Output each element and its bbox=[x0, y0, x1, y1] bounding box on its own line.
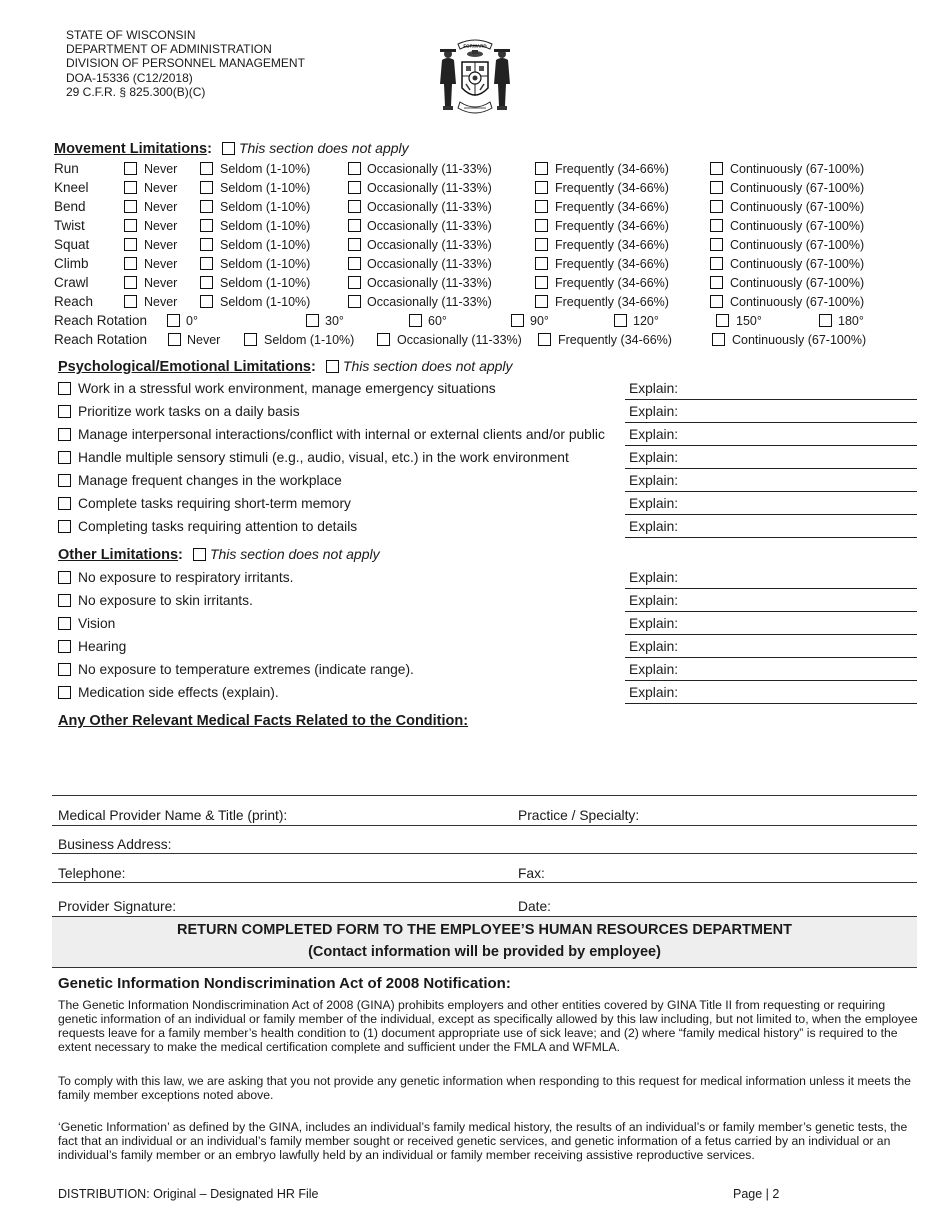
checkbox[interactable] bbox=[200, 257, 213, 270]
checkbox[interactable] bbox=[348, 257, 361, 270]
option-label: Seldom (1-10%) bbox=[220, 295, 311, 309]
explain-field[interactable] bbox=[625, 637, 917, 658]
limitation-checkbox[interactable] bbox=[58, 594, 71, 607]
limitation-label: Medication side effects (explain). bbox=[78, 685, 279, 700]
form-header bbox=[66, 28, 305, 99]
explain-field[interactable] bbox=[625, 402, 917, 423]
limitation-label: Vision bbox=[78, 616, 116, 631]
provider-name-label: Medical Provider Name & Title (print): bbox=[58, 808, 288, 823]
limitation-item bbox=[58, 615, 115, 631]
checkbox[interactable] bbox=[124, 181, 137, 194]
checkbox[interactable] bbox=[124, 162, 137, 175]
row-label: Run bbox=[54, 161, 79, 176]
option-label: Seldom (1-10%) bbox=[220, 219, 311, 233]
checkbox[interactable] bbox=[710, 219, 723, 232]
option-label: Seldom (1-10%) bbox=[220, 200, 311, 214]
checkbox[interactable] bbox=[200, 295, 213, 308]
limitation-item bbox=[58, 380, 496, 396]
movement-section-title: Movement Limitations: This section does not apply bbox=[54, 140, 409, 157]
option-label: Continuously (67-100%) bbox=[730, 238, 865, 252]
other-title-text: Other Limitations bbox=[58, 547, 179, 563]
checkbox[interactable] bbox=[124, 238, 137, 251]
limitation-label: Work in a stressful work environment, manage emergency situations bbox=[78, 381, 496, 396]
option-label: Never bbox=[144, 200, 178, 214]
explain-label: Explain: bbox=[629, 593, 679, 608]
checkbox[interactable] bbox=[535, 200, 548, 213]
limitation-label: Manage interpersonal interactions/conflict with internal or external clients and/or public bbox=[78, 427, 605, 442]
explain-label: Explain: bbox=[629, 427, 679, 442]
option-label: Occasionally (11-33%) bbox=[367, 238, 492, 252]
limitation-item bbox=[58, 495, 351, 511]
limitation-item bbox=[58, 661, 414, 677]
limitation-label: Prioritize work tasks on a daily basis bbox=[78, 404, 300, 419]
option-label: Frequently (34-66%) bbox=[555, 219, 669, 233]
checkbox[interactable] bbox=[348, 295, 361, 308]
limitation-item bbox=[58, 592, 253, 608]
checkbox[interactable] bbox=[200, 181, 213, 194]
explain-field[interactable] bbox=[625, 425, 917, 446]
header-line: DOA-15336 (C12/2018) bbox=[66, 70, 193, 85]
option-label: Frequently (34-66%) bbox=[555, 200, 669, 214]
option-label: Frequently (34-66%) bbox=[555, 276, 669, 290]
option-label: Occasionally (11-33%) bbox=[367, 219, 492, 233]
row-label: Reach bbox=[54, 294, 94, 309]
explain-label: Explain: bbox=[629, 570, 679, 585]
explain-field[interactable] bbox=[625, 494, 917, 515]
option-label: Never bbox=[144, 238, 178, 252]
checkbox[interactable] bbox=[710, 295, 723, 308]
divider bbox=[52, 853, 917, 854]
option-label: Frequently (34-66%) bbox=[555, 238, 669, 252]
date-label: Date: bbox=[518, 899, 551, 914]
practice-label: Practice / Specialty: bbox=[518, 808, 640, 823]
limitation-label: Hearing bbox=[78, 639, 127, 654]
option-label: Frequently (34-66%) bbox=[555, 162, 669, 176]
checkbox[interactable] bbox=[710, 257, 723, 270]
option-label: Continuously (67-100%) bbox=[730, 219, 865, 233]
limitation-checkbox[interactable] bbox=[58, 571, 71, 584]
reach-rotation-degrees-row: Reach Rotation 0° 30° 60° 90° 120° 150° 180° bbox=[54, 313, 864, 328]
other-not-apply-checkbox[interactable] bbox=[193, 548, 206, 561]
option-label: Occasionally (11-33%) bbox=[367, 295, 492, 309]
telephone-label: Telephone: bbox=[58, 866, 126, 881]
explain-label: Explain: bbox=[629, 519, 679, 534]
reach-rotation-frequency-row: Reach Rotation Never Seldom (1-10%) Occasionally (11-33%) Frequently (34-66%) Continuously (67-100%) bbox=[54, 332, 867, 347]
limitation-label: Manage frequent changes in the workplace bbox=[78, 473, 342, 488]
option-label: Frequently (34-66%) bbox=[555, 295, 669, 309]
checkbox[interactable] bbox=[535, 276, 548, 289]
limitation-checkbox[interactable] bbox=[58, 451, 71, 464]
explain-label: Explain: bbox=[629, 662, 679, 677]
limitation-item bbox=[58, 518, 357, 534]
psych-section-title: Psychological/Emotional Limitations: This section does not apply bbox=[58, 358, 513, 375]
header-line: 29 C.F.R. § 825.300(B)(C) bbox=[66, 84, 206, 99]
limitation-item bbox=[58, 403, 300, 419]
explain-field[interactable] bbox=[625, 683, 917, 704]
limitation-label: No exposure to respiratory irritants. bbox=[78, 570, 294, 585]
movement-row-bend bbox=[0, 198, 950, 217]
explain-field[interactable] bbox=[625, 517, 917, 538]
limitation-checkbox[interactable] bbox=[58, 686, 71, 699]
explain-field[interactable] bbox=[625, 660, 917, 681]
movement-row-kneel bbox=[0, 179, 950, 198]
limitation-item bbox=[58, 472, 342, 488]
explain-label: Explain: bbox=[629, 639, 679, 654]
psych-not-apply-label: This section does not apply bbox=[342, 358, 513, 374]
explain-field[interactable] bbox=[625, 471, 917, 492]
checkbox[interactable] bbox=[200, 162, 213, 175]
checkbox[interactable] bbox=[348, 162, 361, 175]
limitation-label: Completing tasks requiring attention to details bbox=[78, 519, 358, 534]
movement-not-apply-label: This section does not apply bbox=[238, 140, 409, 156]
explain-label: Explain: bbox=[629, 450, 679, 465]
option-label: Seldom (1-10%) bbox=[220, 276, 311, 290]
movement-row-run bbox=[0, 160, 950, 179]
row-label: Climb bbox=[54, 256, 89, 271]
option-label: Never bbox=[144, 276, 178, 290]
movement-title-text: Movement Limitations bbox=[54, 141, 208, 157]
row-label: Crawl bbox=[54, 275, 89, 290]
checkbox[interactable] bbox=[200, 276, 213, 289]
checkbox[interactable] bbox=[348, 200, 361, 213]
option-label: Seldom (1-10%) bbox=[220, 257, 311, 271]
checkbox[interactable] bbox=[124, 200, 137, 213]
limitation-checkbox[interactable] bbox=[58, 497, 71, 510]
checkbox[interactable] bbox=[535, 219, 548, 232]
option-label: Occasionally (11-33%) bbox=[367, 200, 492, 214]
state-seal-logo bbox=[432, 36, 518, 120]
option-label: Occasionally (11-33%) bbox=[367, 276, 492, 290]
gina-paragraph: The Genetic Information Nondiscrimination Act of 2008 (GINA) prohibits employers and other entities covered by GINA Title II from requesting or requiring genetic information of an individual or family member of the individual, except as specifically allowed by this law including, but not limited to, when the employee requests leave for a family member’s health condition to (1) document appropriate use of sick leave; and (2) where “family medical history” is required to the extent necessary to make the medical certification complete and sufficient under the FMLA and WFMLA. bbox=[58, 998, 918, 1054]
medical-facts-title: Any Other Relevant Medical Facts Related to the Condition: bbox=[58, 713, 469, 729]
return-notice-line1: RETURN COMPLETED FORM TO THE EMPLOYEE’S HUMAN RESOURCES DEPARTMENT bbox=[177, 922, 792, 938]
option-label: Occasionally (11-33%) bbox=[367, 257, 492, 271]
checkbox[interactable] bbox=[124, 276, 137, 289]
provider-signature-label: Provider Signature: bbox=[58, 899, 177, 914]
row-label: Reach Rotation bbox=[54, 313, 148, 328]
business-address-label: Business Address: bbox=[58, 837, 172, 852]
header-line: STATE OF WISCONSIN bbox=[66, 28, 196, 42]
limitation-checkbox[interactable] bbox=[58, 474, 71, 487]
gina-paragraph: ‘Genetic Information’ as defined by the GINA, includes an individual’s family medical history, the results of an individual’s or family member’s genetic tests, the fact that an individual or an individual’s family member sought or received genetic services, and genetic information of a fetus carried by an individual or an individual’s family member or an embryo lawfully held by an individual or family member receiving assistive reproductive services. bbox=[58, 1120, 908, 1162]
option-label: Continuously (67-100%) bbox=[730, 295, 865, 309]
limitation-checkbox[interactable] bbox=[58, 382, 71, 395]
option-label: Never bbox=[144, 257, 178, 271]
checkbox[interactable] bbox=[124, 257, 137, 270]
checkbox[interactable] bbox=[200, 200, 213, 213]
option-label: Never bbox=[144, 181, 178, 195]
limitation-item bbox=[58, 684, 279, 700]
checkbox[interactable] bbox=[535, 162, 548, 175]
option-label: Frequently (34-66%) bbox=[555, 257, 669, 271]
option-label: Continuously (67-100%) bbox=[730, 181, 865, 195]
row-label: Reach Rotation bbox=[54, 332, 148, 347]
checkbox[interactable] bbox=[535, 238, 548, 251]
page-number: Page | 2 bbox=[733, 1187, 780, 1201]
explain-label: Explain: bbox=[629, 381, 679, 396]
psych-not-apply-checkbox[interactable] bbox=[326, 360, 339, 373]
movement-row-twist bbox=[0, 217, 950, 236]
limitation-checkbox[interactable] bbox=[58, 520, 71, 533]
checkbox[interactable] bbox=[535, 181, 548, 194]
seal-motto: FORWARD bbox=[463, 43, 487, 49]
movement-row-crawl bbox=[0, 274, 950, 293]
checkbox[interactable] bbox=[200, 238, 213, 251]
header-line: DIVISION OF PERSONNEL MANAGEMENT bbox=[66, 56, 305, 71]
psych-title-text: Psychological/Emotional Limitations bbox=[58, 359, 311, 375]
checkbox[interactable] bbox=[710, 276, 723, 289]
explain-label: Explain: bbox=[629, 473, 679, 488]
explain-label: Explain: bbox=[629, 404, 679, 419]
explain-field[interactable] bbox=[625, 568, 917, 589]
gina-title: Genetic Information Nondiscrimination Act of 2008 Notification: bbox=[58, 975, 511, 992]
explain-field[interactable] bbox=[625, 591, 917, 612]
explain-field[interactable] bbox=[625, 614, 917, 635]
other-section-title: Other Limitations: This section does not apply bbox=[58, 546, 380, 563]
option-label: Never bbox=[144, 295, 178, 309]
explain-label: Explain: bbox=[629, 616, 679, 631]
option-label: Occasionally (11-33%) bbox=[367, 162, 492, 176]
limitation-checkbox[interactable] bbox=[58, 617, 71, 630]
explain-field[interactable] bbox=[625, 448, 917, 469]
option-label: Never bbox=[144, 219, 178, 233]
return-notice bbox=[52, 916, 917, 968]
checkbox[interactable] bbox=[124, 295, 137, 308]
header-line: DEPARTMENT OF ADMINISTRATION bbox=[66, 42, 272, 57]
limitation-checkbox[interactable] bbox=[58, 663, 71, 676]
option-label: Seldom (1-10%) bbox=[220, 162, 311, 176]
option-label: Continuously (67-100%) bbox=[730, 162, 865, 176]
limitation-label: Handle multiple sensory stimuli (e.g., audio, visual, etc.) in the work environment bbox=[78, 450, 569, 465]
option-label: Continuously (67-100%) bbox=[730, 257, 865, 271]
option-label: Seldom (1-10%) bbox=[220, 238, 311, 252]
fax-label: Fax: bbox=[518, 866, 545, 881]
checkbox[interactable] bbox=[710, 162, 723, 175]
option-label: Continuously (67-100%) bbox=[730, 276, 865, 290]
limitation-checkbox[interactable] bbox=[58, 640, 71, 653]
movement-row-climb bbox=[0, 255, 950, 274]
checkbox[interactable] bbox=[535, 257, 548, 270]
limitation-checkbox[interactable] bbox=[58, 405, 71, 418]
row-label: Twist bbox=[54, 218, 85, 233]
row-label: Squat bbox=[54, 237, 90, 252]
limitation-item bbox=[58, 638, 126, 654]
explain-field[interactable] bbox=[625, 379, 917, 400]
explain-label: Explain: bbox=[629, 496, 679, 511]
divider bbox=[52, 882, 917, 883]
checkbox[interactable] bbox=[535, 295, 548, 308]
gina-paragraph: To comply with this law, we are asking that you not provide any genetic information when responding to this request for medical information unless it meets the family member exceptions noted above. bbox=[58, 1074, 911, 1102]
checkbox[interactable] bbox=[200, 219, 213, 232]
option-label: Never bbox=[144, 162, 178, 176]
distribution-note: DISTRIBUTION: Original – Designated HR File bbox=[58, 1187, 319, 1201]
option-label: Seldom (1-10%) bbox=[220, 181, 311, 195]
divider bbox=[52, 795, 917, 796]
limitation-item bbox=[58, 449, 569, 465]
row-label: Bend bbox=[54, 199, 86, 214]
movement-not-apply-checkbox[interactable] bbox=[222, 142, 235, 155]
movement-row-reach bbox=[0, 293, 950, 312]
explain-label: Explain: bbox=[629, 685, 679, 700]
limitation-label: No exposure to temperature extremes (indicate range). bbox=[78, 662, 414, 677]
checkbox[interactable] bbox=[710, 181, 723, 194]
checkbox[interactable] bbox=[124, 219, 137, 232]
other-not-apply-label: This section does not apply bbox=[209, 546, 380, 562]
limitation-label: No exposure to skin irritants. bbox=[78, 593, 253, 608]
return-notice-line2: (Contact information will be provided by employee) bbox=[308, 944, 661, 960]
row-label: Kneel bbox=[54, 180, 89, 195]
option-label: Continuously (67-100%) bbox=[730, 200, 865, 214]
checkbox[interactable] bbox=[348, 238, 361, 251]
divider bbox=[52, 825, 917, 826]
checkbox[interactable] bbox=[348, 181, 361, 194]
limitation-item bbox=[58, 426, 605, 442]
checkbox[interactable] bbox=[710, 200, 723, 213]
movement-row-squat bbox=[0, 236, 950, 255]
checkbox[interactable] bbox=[348, 219, 361, 232]
medical-facts-area[interactable] bbox=[58, 735, 916, 793]
limitation-item bbox=[58, 569, 293, 585]
option-label: Occasionally (11-33%) bbox=[367, 181, 492, 195]
checkbox[interactable] bbox=[348, 276, 361, 289]
checkbox[interactable] bbox=[710, 238, 723, 251]
limitation-label: Complete tasks requiring short-term memory bbox=[78, 496, 351, 511]
option-label: Frequently (34-66%) bbox=[555, 181, 669, 195]
limitation-checkbox[interactable] bbox=[58, 428, 71, 441]
